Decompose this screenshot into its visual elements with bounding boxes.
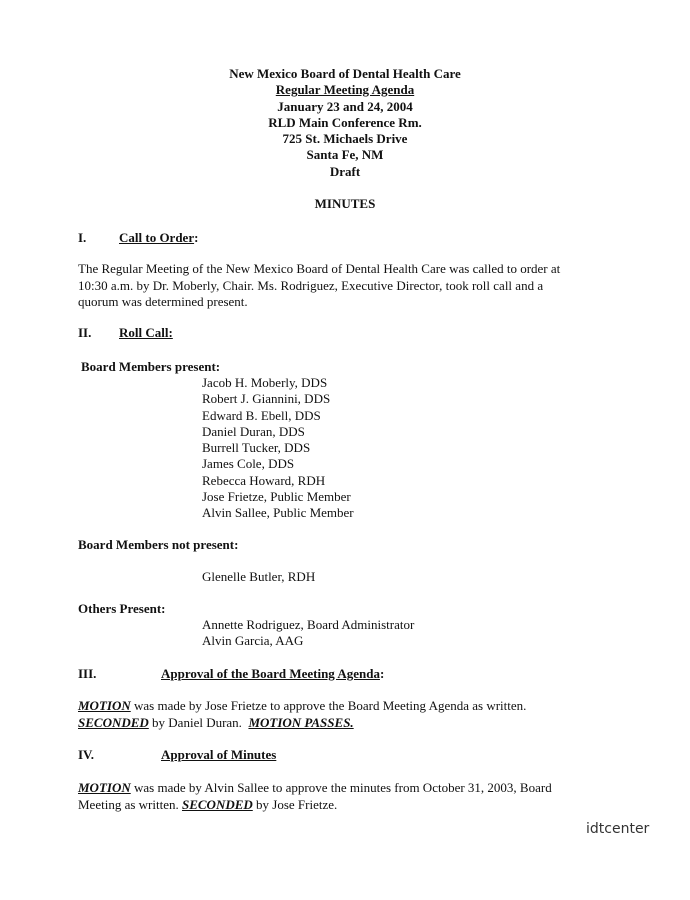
- paragraph-line: [78, 698, 526, 715]
- motion-text: was made by Alvin Sallee to approve the minutes from October 31, 2003, Board: [130, 780, 552, 795]
- seconded-text: by Daniel Duran.: [148, 714, 249, 730]
- seconded-text: by Jose Frietze.: [252, 796, 338, 812]
- minutes-title: MINUTES: [314, 196, 376, 211]
- section-3-number: III.: [78, 666, 97, 681]
- section-3-title: Approval of the Board Meeting Agenda: [161, 666, 380, 681]
- paragraph-line: [78, 715, 526, 732]
- list-item: Robert J. Giannini, DDS: [202, 391, 331, 407]
- section-1-heading: [119, 230, 198, 246]
- seconded-label: SECONDED: [78, 714, 149, 730]
- section-4-number: IV.: [78, 747, 95, 762]
- meeting-city: Santa Fe, NM: [306, 147, 384, 163]
- section-4-paragraph: [78, 780, 552, 813]
- paragraph-line: quorum was determined present.: [78, 294, 248, 309]
- section-3-heading: [161, 666, 384, 682]
- section-1-title: Call to Order: [119, 230, 195, 245]
- motion-text: was made by Jose Frietze to approve the Board Meeting Agenda as written.: [130, 698, 527, 713]
- paragraph-line: [78, 797, 552, 814]
- not-present-list: [202, 569, 315, 585]
- list-item: Jose Frietze, Public Member: [202, 489, 351, 505]
- paragraph-line: 10:30 a.m. by Dr. Moberly, Chair. Ms. Rodriguez, Executive Director, took roll call and a: [78, 277, 544, 293]
- seconded-label: SECONDED: [181, 796, 253, 812]
- section-1-number: I.: [78, 230, 87, 245]
- list-item: Glenelle Butler, RDH: [202, 569, 316, 584]
- meeting-address: 725 St. Michaels Drive: [282, 131, 408, 147]
- section-2-number: II.: [78, 325, 92, 340]
- others-heading: Others Present:: [78, 601, 166, 616]
- list-item: Edward B. Ebell, DDS: [202, 407, 321, 423]
- agenda-title: Regular Meeting Agenda: [275, 82, 415, 98]
- board-name: New Mexico Board of Dental Health Care: [229, 66, 461, 81]
- line-text: Meeting as written.: [78, 796, 182, 812]
- others-list: [202, 617, 414, 650]
- section-3-colon: :: [379, 666, 385, 681]
- document-header: [0, 66, 690, 180]
- meeting-room: RLD Main Conference Rm.: [268, 114, 422, 130]
- list-item: Daniel Duran, DDS: [202, 423, 305, 439]
- section-3-paragraph: [78, 698, 526, 731]
- paragraph-line: The Regular Meeting of the New Mexico Board of Dental Health Care was called to order at: [78, 261, 561, 276]
- meeting-dates: January 23 and 24, 2004: [277, 98, 413, 114]
- list-item: Alvin Garcia, AAG: [202, 633, 304, 649]
- section-1-paragraph: [78, 261, 560, 311]
- not-present-heading: Board Members not present:: [78, 537, 239, 552]
- list-item: Annette Rodriguez, Board Administrator: [202, 617, 415, 632]
- motion-label: MOTION: [78, 698, 131, 713]
- present-members-list: [202, 375, 354, 522]
- present-heading: Board Members present:: [81, 359, 221, 374]
- list-item: Jacob H. Moberly, DDS: [202, 375, 328, 390]
- section-2-title: Roll Call:: [119, 325, 173, 340]
- list-item: James Cole, DDS: [202, 456, 295, 472]
- motion-passes-label: MOTION PASSES.: [248, 714, 354, 730]
- section-4-title: Approval of Minutes: [161, 747, 277, 762]
- list-item: Alvin Sallee, Public Member: [202, 505, 354, 521]
- list-item: Rebecca Howard, RDH: [202, 472, 326, 488]
- paragraph-line: [78, 780, 552, 797]
- watermark: idtcenter: [586, 821, 650, 837]
- section-1-colon: :: [194, 230, 199, 245]
- motion-label: MOTION: [78, 780, 131, 795]
- draft-label: Draft: [329, 163, 361, 179]
- list-item: Burrell Tucker, DDS: [202, 440, 311, 456]
